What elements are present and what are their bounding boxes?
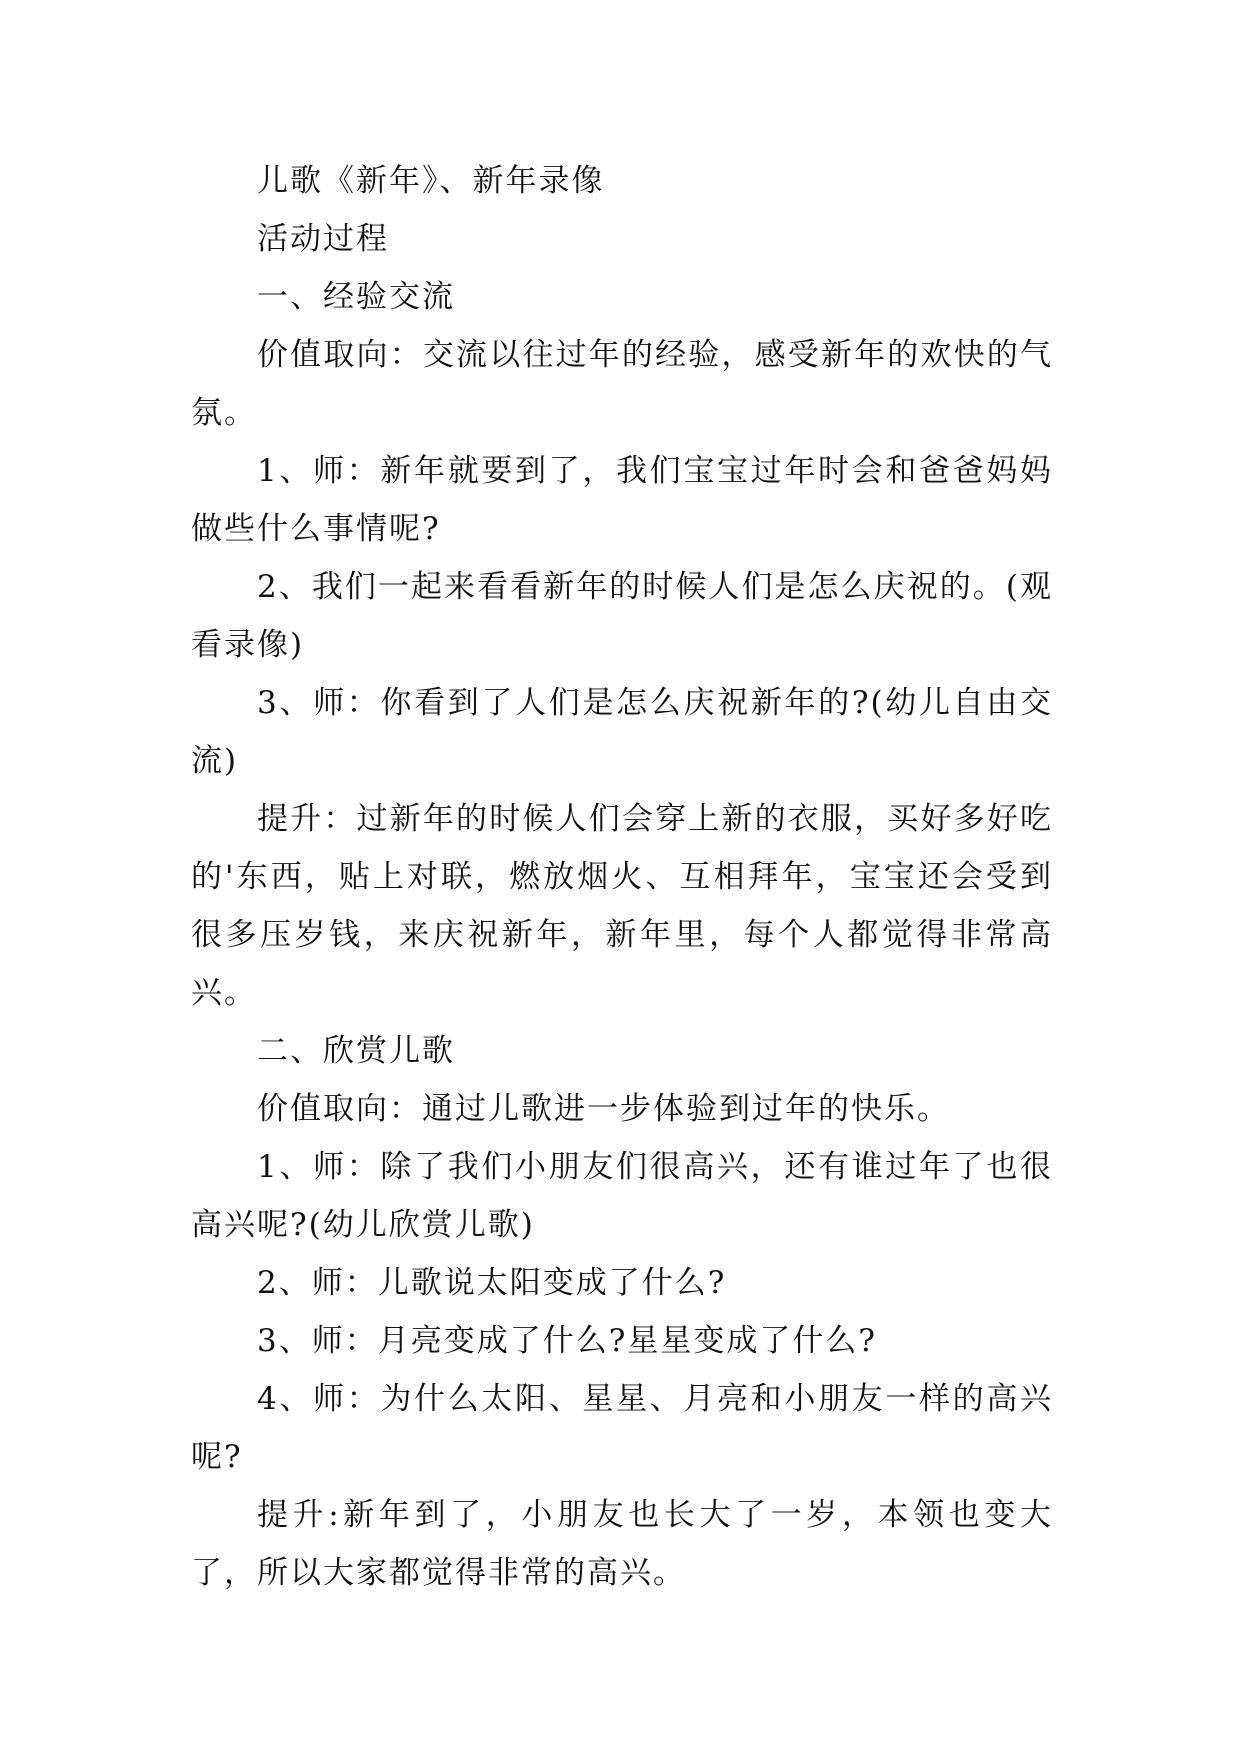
paragraph: 2、我们一起来看看新年的时候人们是怎么庆祝的。(观看录像)	[191, 569, 1053, 663]
paragraph: 4、师：为什么太阳、星星、月亮和小朋友一样的高兴呢?	[191, 1381, 1053, 1475]
paragraph: 1、师：新年就要到了，我们宝宝过年时会和爸爸妈妈做些什么事情呢?	[191, 453, 1053, 547]
paragraph: 1、师：除了我们小朋友们很高兴，还有谁过年了也很高兴呢?(幼儿欣赏儿歌)	[191, 1149, 1053, 1243]
paragraph: 一、经验交流	[257, 279, 455, 315]
paragraph: 儿歌《新年》、新年录像	[257, 163, 605, 199]
paragraph: 2、师：儿歌说太阳变成了什么?	[257, 1265, 727, 1301]
paragraph: 提升:新年到了，小朋友也长大了一岁，本领也变大了，所以大家都觉得非常的高兴。	[191, 1497, 1053, 1591]
paragraph: 价值取向：交流以往过年的经验，感受新年的欢快的气氛。	[191, 337, 1053, 431]
paragraph: 3、师：你看到了人们是怎么庆祝新年的?(幼儿自由交流)	[191, 685, 1053, 779]
paragraph: 提升：过新年的时候人们会穿上新的衣服，买好多好吃的'东西，贴上对联，燃放烟火、互相拜年，宝宝还会受到很多压岁钱，来庆祝新年，新年里，每个人都觉得非常高兴。	[191, 801, 1053, 1011]
paragraph: 价值取向：通过儿歌进一步体验到过年的快乐。	[257, 1091, 950, 1127]
paragraph: 3、师：月亮变成了什么?星星变成了什么?	[257, 1323, 877, 1359]
paragraph: 活动过程	[257, 221, 389, 257]
document-body	[191, 152, 1053, 1602]
paragraph: 二、欣赏儿歌	[257, 1033, 455, 1069]
